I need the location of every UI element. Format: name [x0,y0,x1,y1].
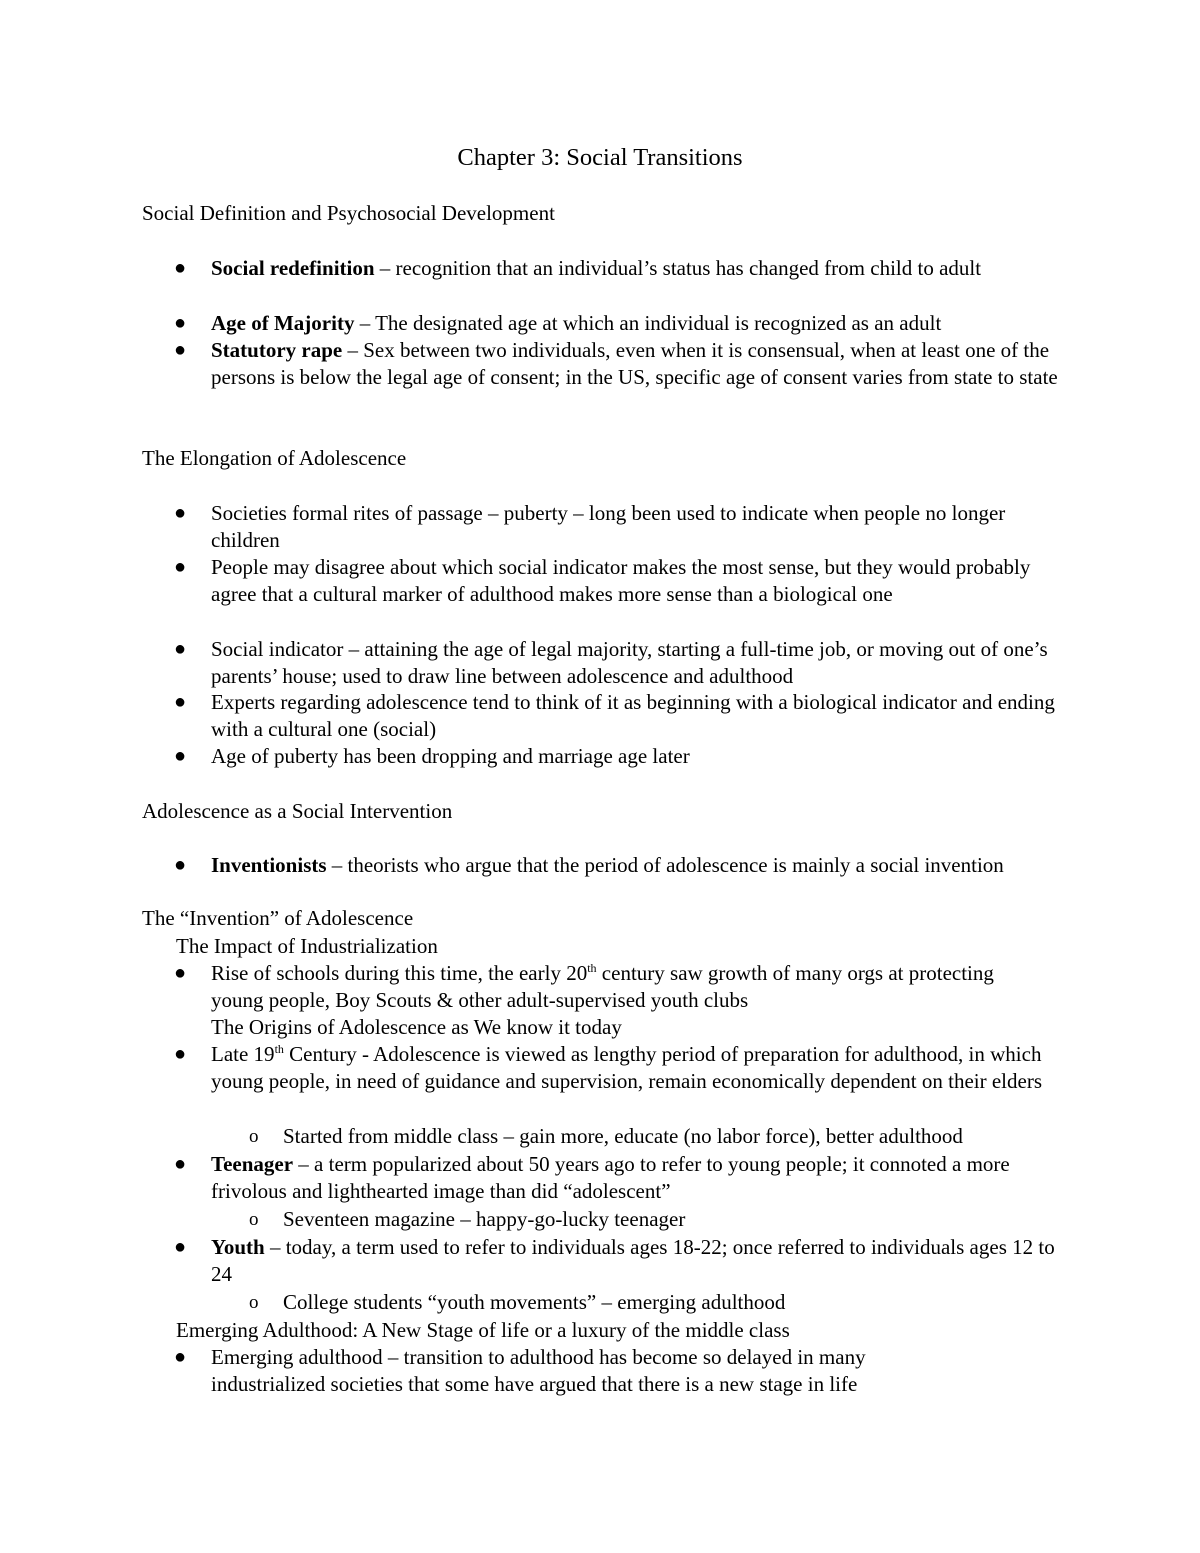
bullet-icon: ● [174,1153,187,1175]
bullet-icon: ● [174,257,187,279]
bullet-icon: ● [174,339,187,361]
list-item: ● Age of puberty has been dropping and marriage age later [211,743,1081,770]
bullet-icon: ● [174,962,187,984]
list-item: ● Emerging adulthood – transition to adulthood has become so delayed in many industrialized societies that some have argued that there is a new stage in life [174,1345,866,1397]
bullet-icon: ● [174,1236,187,1258]
bullet-icon: ● [174,691,187,713]
list-item: ● Late 19th Century - Adolescence is viewed as lengthy period of preparation for adulthood, in which young people, in need of guidance and supervision, remain economically dependent on their elders [174,1042,1042,1094]
term: Youth [211,1235,265,1259]
bullet-icon: ● [174,312,187,334]
bullet-icon: ● [174,1346,187,1368]
bullet-icon: ● [174,854,187,876]
subheading: Emerging Adulthood: A New Stage of life or a luxury of the middle class [176,1318,790,1342]
list-item: ● Social indicator – attaining the age of legal majority, starting a full-time job, or moving out of one’s parents’ house; used to draw line between adolescence and adulthood [174,637,1048,689]
definition: – recognition that an individual’s status has changed from child to adult [374,256,982,280]
subheading: The Impact of Industrialization [176,934,438,958]
bullet-icon: ● [174,638,187,660]
circle-bullet-icon: o [249,1292,259,1313]
list-item [174,852,1041,879]
list-item [174,1151,1071,1205]
subheading: The Origins of Adolescence as We know it today [211,1015,622,1039]
section-heading: Adolescence as a Social Intervention [142,799,453,823]
list-item [174,1234,1071,1288]
list-item: ● Rise of schools during this time, the early 20th century saw growth of many orgs at protecting young people, Boy Scouts & other adult-supervised youth clubs [174,961,994,1013]
bullet-icon: ● [174,1043,187,1065]
bullet-icon: ● [174,745,187,767]
sub-list-item: o Seventeen magazine – happy-go-lucky teenager [283,1206,685,1233]
section-heading: Social Definition and Psychosocial Development [142,201,555,225]
term: Statutory rape [211,338,343,362]
list-item: ● People may disagree about which social indicator makes the most sense, but they would probably agree that a cultural marker of adulthood makes more sense than a biological one [174,555,1031,607]
term: Inventionists [211,853,327,877]
term: Social redefinition [211,256,375,280]
definition: – theorists who argue that the period of adolescence is mainly a social invention [326,853,1004,877]
list-item [174,255,1061,282]
list-item [174,337,1061,391]
term: Age of Majority [211,311,355,335]
list-item: ● Societies formal rites of passage – puberty – long been used to indicate when people no longer children [174,501,1006,553]
circle-bullet-icon: o [249,1126,259,1147]
bullet-icon: ● [174,502,187,524]
list-item [174,310,1081,337]
definition: – a term popularized about 50 years ago to refer to young people; it connoted a more frivolous and lighthearted image than did “adolescent” [211,1152,1010,1204]
list-item: ● Experts regarding adolescence tend to think of it as beginning with a biological indicator and ending with a cultural one (social) [174,690,1055,742]
definition: – today, a term used to refer to individuals ages 18-22; once referred to individuals ages 12 to 24 [211,1235,1055,1287]
page-title: Chapter 3: Social Transitions [457,144,743,171]
bullet-icon: ● [174,556,187,578]
circle-bullet-icon: o [249,1209,259,1230]
definition: – Sex between two individuals, even when it is consensual, when at least one of the persons is below the legal age of consent; in the US, specific age of consent varies from state to state [211,338,1058,390]
sub-list-item: o Started from middle class – gain more, educate (no labor force), better adulthood [283,1123,963,1150]
section-heading: The “Invention” of Adolescence [142,906,414,930]
definition: – The designated age at which an individual is recognized as an adult [354,311,942,335]
term: Teenager [211,1152,294,1176]
sub-list-item: o College students “youth movements” – emerging adulthood [283,1289,785,1316]
section-heading: The Elongation of Adolescence [142,446,407,470]
